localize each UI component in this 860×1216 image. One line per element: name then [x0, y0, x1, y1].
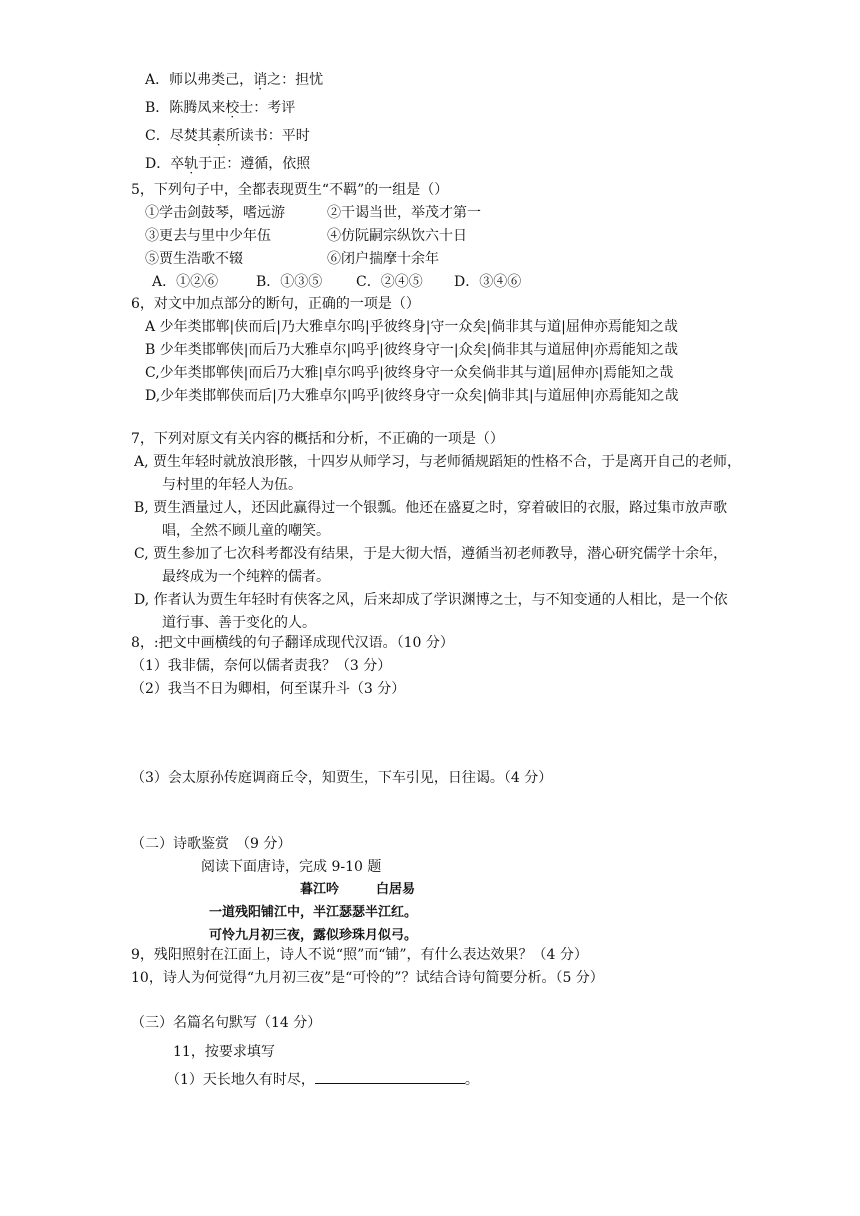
q11-stem: 11，按要求填写	[173, 1044, 275, 1060]
q4-option-b: B．陈腾凤来校士：考评	[145, 97, 295, 119]
q5-item: ⑤贾生浩歌不辍	[145, 251, 243, 267]
q5-item: ③更去与里中少年伍	[145, 228, 271, 244]
q6-option-a: A 少年类邯郸|侠而后|乃大雅卓尔呜|乎彼终身|守一众矣|倘非其与道|屈伸亦焉能知之哉	[145, 319, 678, 335]
q8-stem: 8，:把文中画横线的句子翻译成现代汉语。（10 分）	[131, 635, 454, 651]
q10: 10，诗人为何觉得“九月初三夜”是“可怜的”？试结合诗句简要分析。（5 分）	[131, 970, 604, 986]
q7-option-d-line2: 道行事、善于变化的人。	[162, 615, 316, 631]
poem-author: 白居易	[376, 882, 416, 897]
q8-sentence-3: （3）会太原孙传庭调商丘令，知贾生，下车引见，日往谒。（4 分）	[131, 770, 553, 786]
q7-option-b-line2: 唱，全然不顾儿童的嘲笑。	[162, 523, 330, 539]
q7-option-c-line2: 最终成为一个纯粹的儒者。	[162, 569, 330, 585]
q5-item: ②干谒当世，举茂才第一	[327, 205, 481, 221]
q7-option-a-line2: 与村里的年轻人为伍。	[162, 477, 302, 493]
q7-stem: 7，下列对原文有关内容的概括和分析，不正确的一项是（）	[131, 431, 504, 447]
q4-option-d: D．卒轨于正：遵循，依照	[145, 153, 310, 175]
dotted-char: 轨	[184, 156, 199, 172]
q5-choice: C．②④⑤	[356, 274, 423, 290]
q5-item: ①学击剑鼓琴，嗜远游	[145, 205, 285, 221]
q4-option-c: C．尽焚其素所读书：平时	[145, 125, 310, 147]
q5-item: ⑥闭户揣摩十余年	[327, 251, 439, 267]
poem-line-1: 一道残阳铺江中，半江瑟瑟半江红。	[209, 905, 418, 920]
q6-stem: 6，对文中加点部分的断句，正确的一项是（）	[131, 296, 420, 312]
q4-option-a: A．师以弗类己，诮之：担忧	[145, 69, 323, 91]
poem-title: 暮江吟	[300, 882, 340, 897]
q11-item-1: （1）天长地久有时尽， 。	[166, 1069, 479, 1091]
answer-blank[interactable]	[315, 1069, 465, 1084]
q8-sentence-1: （1）我非儒，奈何以儒者责我？（3 分）	[131, 658, 392, 674]
q5-choice: A．①②⑥	[152, 274, 219, 290]
section-3-heading: （三）名篇名句默写（14 分）	[131, 1015, 322, 1031]
q5-item: ④仿阮嗣宗纵饮六十日	[327, 228, 467, 244]
poem-intro: 阅读下面唐诗，完成 9-10 题	[201, 859, 382, 875]
q7-option-d-line1: D, 作者认为贾生年轻时有侠客之风，后来却成了学识渊博之士，与不知变通的人相比，是一个依	[134, 592, 728, 608]
poem-line-2: 可怜九月初三夜，露似珍珠月似弓。	[209, 928, 418, 943]
q5-choice: D．③④⑥	[454, 274, 522, 290]
q6-option-c: C,少年类邯郸侠|而后乃大雅|卓尔呜乎|彼终身守一众矣倘非其与道|屈伸亦|焉能知之哉	[145, 365, 674, 381]
q5-stem: 5，下列句子中，全都表现贾生“不羁”的一组是（）	[131, 182, 449, 198]
q8-sentence-2: （2）我当不日为卿相，何至谋升斗（3 分）	[131, 681, 406, 697]
q7-option-b-line1: B, 贾生酒量过人，还因此赢得过一个银瓢。他还在盛夏之时，穿着破旧的衣服，路过集市放声歌	[134, 500, 728, 516]
q7-option-a-line1: A, 贾生年轻时就放浪形骸，十四岁从师学习，与老师循规蹈矩的性格不合，于是离开自己的老师，	[134, 454, 742, 470]
dotted-char: 诮	[253, 72, 268, 88]
dotted-char: 校	[225, 100, 240, 116]
q5-choice: B．①③⑤	[256, 274, 323, 290]
q6-option-b: B 少年类邯郸侠|而后乃大雅卓尔|呜乎|彼终身守一|众矣|倘非其与道屈伸|亦焉能知之哉	[145, 342, 679, 358]
q7-option-c-line1: C, 贾生参加了七次科考都没有结果，于是大彻大悟，遵循当初老师教导，潜心研究儒学十余年，	[134, 546, 728, 562]
q6-option-d: D,少年类邯郸侠而后|乃大雅卓尔|呜乎|彼终身守一众矣|倘非其|与道屈伸|亦焉能知之哉	[145, 388, 679, 404]
section-2-heading: （二）诗歌鉴赏 （9 分）	[131, 836, 292, 852]
q9: 9，残阳照射在江面上，诗人不说“照”而“铺”，有什么表达效果？（4 分）	[131, 947, 588, 963]
dotted-char: 素	[211, 128, 226, 144]
